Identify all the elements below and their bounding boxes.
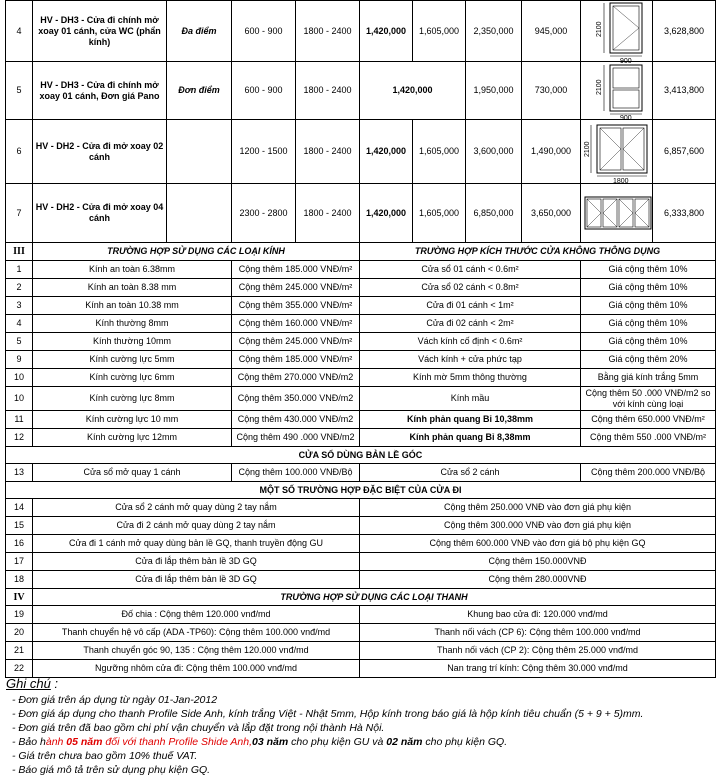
row-number: 4 [6,315,33,333]
lock-type [167,184,232,243]
row-number: 4 [6,1,33,62]
size-case: Cửa sổ 01 cánh < 0.6m² [360,261,581,279]
profile-item: Thanh chuyển hệ vô cấp (ADA -TP60): Cộng thêm 100.000 vnđ/md [33,624,360,642]
table-row [6,261,716,279]
note-text: cho phụ kiện GQ. [422,736,508,748]
size-case: Cửa đi 02 cánh < 2m² [360,315,581,333]
row-number: 10 [6,387,33,411]
glass-type: Kính thường 8mm [33,315,232,333]
table-row [6,624,716,642]
profile-item: Ngưỡng nhôm cửa đi: Cộng thêm 100.000 vnđ/md [33,660,360,678]
size-price: Giá cộng thêm 10% [581,297,716,315]
width-range: 2300 - 2800 [232,184,296,243]
section-title-hinge: CỬA SỔ DÙNG BẢN LỀ GÓC [6,447,716,464]
note-line-warranty [6,735,716,749]
table-row [6,642,716,660]
lock-type [167,120,232,184]
glass-price: Cộng thêm 355.000 VNĐ/m² [232,297,360,315]
special-price: Cộng thêm 280.000VNĐ [360,571,716,589]
table-row [6,184,716,243]
row-number: 20 [6,624,33,642]
row-number: 2 [6,279,33,297]
note-line: - Báo giá mô tả trên sử dụng phụ kiện GQ. [12,764,211,776]
size-case: Kính phản quang Bỉ 8,38mm [360,429,581,447]
size-price: Bằng giá kính trắng 5mm [581,369,716,387]
table-row [6,315,716,333]
note-text: 05 năm [66,736,103,748]
row-number: 9 [6,351,33,369]
glass-type: Kính an toàn 10.38 mm [33,297,232,315]
row-number: 12 [6,429,33,447]
glass-price: Cộng thêm 350.000 VNĐ/m2 [232,387,360,411]
glass-type: Kính cường lực 12mm [33,429,232,447]
price-3: 1,950,000 [466,62,522,120]
special-price: Cộng thêm 300.000 VNĐ vào đơn giá phụ kiện [360,517,716,535]
row-number: 1 [6,261,33,279]
table-row [6,120,716,184]
note-line: - Đơn giá trên đã bao gồm chi phí vận chuyển và lắp đặt trong nội thành Hà Nội. [12,722,385,734]
width-range: 600 - 900 [232,62,296,120]
total-price: 6,333,800 [653,184,716,243]
profile-item: Thanh nối vách (CP 2): Cộng thêm 25.000 vnđ/md [360,642,716,660]
section-title-glass: TRƯỜNG HỢP SỬ DỤNG CÁC LOẠI KÍNH [33,243,360,261]
row-number: 14 [6,499,33,517]
note-text: - Bảo h [12,736,46,748]
section-header [6,447,716,464]
product-name: HV - DH2 - Cửa đi mở xoay 02 cánh [33,120,167,184]
note-text: 02 năm [386,736,423,748]
note-line: - Đơn giá trên áp dụng từ ngày 01-Jan-2012 [12,694,218,706]
door-drawing [581,184,653,243]
table-row [6,571,716,589]
note-text: ành [45,736,67,748]
total-price: 6,857,600 [653,120,716,184]
table-row [6,387,716,411]
special-item: Cửa sổ 2 cánh mở quay dùng 2 tay nắm [33,499,360,517]
price-1: 1,420,000 [360,184,413,243]
price-4: 945,000 [522,1,581,62]
note-text: đối với thanh Profile Shide Anh, [102,736,253,748]
special-item: Cửa đi lắp thêm bản lề 3D GQ [33,553,360,571]
door-drawing [581,62,653,120]
row-number: 7 [6,184,33,243]
section-header [6,589,716,606]
price-2: 1,605,000 [413,184,466,243]
profile-item: Đố chia : Cộng thêm 120.000 vnđ/md [33,606,360,624]
height-range: 1800 - 2400 [296,120,360,184]
width-range: 1200 - 1500 [232,120,296,184]
row-number: 13 [6,464,33,482]
profile-item: Khung bao cửa đi: 120.000 vnđ/md [360,606,716,624]
product-name: HV - DH3 - Cửa đi chính mở xoay 01 cánh, cửa WC (phẩn kính) [33,1,167,62]
table-row [6,279,716,297]
glass-type: Kính an toàn 8.38 mm [33,279,232,297]
door-drawing [581,1,653,65]
price-4: 1,490,000 [522,120,581,184]
hinge-price: Cộng thêm 100.000 VNĐ/Bộ [232,464,360,482]
total-price: 3,413,800 [653,62,716,120]
special-item: Cửa đi lắp thêm bản lề 3D GQ [33,571,360,589]
glass-type: Kính cường lực 6mm [33,369,232,387]
size-price: Giá cộng thêm 10% [581,279,716,297]
size-price: Giá cộng thêm 10% [581,333,716,351]
size-price: Cộng thêm 650.000 VNĐ/m² [581,411,716,429]
size-price: Cộng thêm 50 .000 VNĐ/m2 so với kính cùng loại [581,387,716,411]
row-number: 6 [6,120,33,184]
size-case: Cửa sổ 02 cánh < 0.8m² [360,279,581,297]
section-title-special: MỘT SỐ TRƯỜNG HỢP ĐẶC BIỆT CỦA CỬA ĐI [6,482,716,499]
width-range: 600 - 900 [232,1,296,62]
price-3: 3,600,000 [466,120,522,184]
table-row [6,606,716,624]
glass-price: Cộng thêm 185.000 VNĐ/m² [232,261,360,279]
row-number: 15 [6,517,33,535]
table-row [6,464,716,482]
single-door-diagram [584,63,650,122]
price-3: 6,850,000 [466,184,522,243]
section-header [6,243,716,261]
special-item: Cửa đi 1 cánh mở quay dùng bản lề GQ, thanh truyền động GU [33,535,360,553]
hinge-price: Cộng thêm 200.000 VNĐ/Bộ [581,464,716,482]
notes-title: Ghi chú [6,676,51,691]
hinge-item: Cửa sổ mở quay 1 cánh [33,464,232,482]
size-case: Vách kính cố định < 0.6m² [360,333,581,351]
glass-type: Kính cường lực 8mm [33,387,232,411]
row-number: 19 [6,606,33,624]
double-door-diagram [583,121,651,183]
glass-price: Cộng thêm 430.000 VNĐ/m2 [232,411,360,429]
section-header [6,482,716,499]
row-number: 10 [6,369,33,387]
profile-item: Thanh nối vách (CP 6): Cộng thêm 100.000 vnđ/md [360,624,716,642]
glass-price: Cộng thêm 245.000 VNĐ/m² [232,279,360,297]
table-row [6,62,716,120]
door-drawing [581,120,653,184]
price-2: 1,605,000 [413,120,466,184]
glass-price: Cộng thêm 160.000 VNĐ/m² [232,315,360,333]
hinge-item: Cửa sổ 2 cánh [360,464,581,482]
section-roman: III [6,243,33,261]
svg-text:1800: 1800 [613,177,629,185]
svg-text:2100: 2100 [584,140,591,157]
price-4: 730,000 [522,62,581,120]
row-number: 3 [6,297,33,315]
size-case: Cửa đi 01 cánh < 1m² [360,297,581,315]
price-4: 3,650,000 [522,184,581,243]
height-range: 1800 - 2400 [296,62,360,120]
glass-type: Kính cường lực 5mm [33,351,232,369]
size-price: Giá cộng thêm 10% [581,315,716,333]
row-number: 5 [6,62,33,120]
table-row [6,429,716,447]
size-price: Cộng thêm 550 .000 VNĐ/m² [581,429,716,447]
price-1: 1,420,000 [360,1,413,62]
four-panel-door-diagram [583,193,653,233]
price-1: 1,420,000 [360,120,413,184]
svg-text:2100: 2100 [595,21,603,37]
table-row [6,553,716,571]
height-range: 1800 - 2400 [296,1,360,62]
table-row [6,333,716,351]
glass-type: Kính cường lực 10 mm [33,411,232,429]
special-price: Cộng thêm 250.000 VNĐ vào đơn giá phụ kiện [360,499,716,517]
total-price: 3,628,800 [653,1,716,62]
glass-price: Cộng thêm 270.000 VNĐ/m2 [232,369,360,387]
row-number: 5 [6,333,33,351]
price-1-2: 1,420,000 [360,62,466,120]
size-case: Kính mầu [360,387,581,411]
special-price: Cộng thêm 600.000 VNĐ vào đơn giá bộ phụ kiện GQ [360,535,716,553]
row-number: 16 [6,535,33,553]
table-row [6,411,716,429]
height-range: 1800 - 2400 [296,184,360,243]
section-title-size: TRƯỜNG HỢP KÍCH THƯỚC CỬA KHÔNG THÔNG DỤNG [360,243,716,261]
section-title-profiles: TRƯỜNG HỢP SỬ DỤNG CÁC LOẠI THANH [33,589,716,606]
note-text: 03 năm [252,736,289,748]
note-line: - Giá trên chưa bao gồm 10% thuế VAT. [12,750,198,762]
table-row [6,351,716,369]
profile-item: Nan trang trí kính: Cộng thêm 30.000 vnđ/md [360,660,716,678]
size-price: Giá cộng thêm 20% [581,351,716,369]
price-2: 1,605,000 [413,1,466,62]
lock-type: Đa điểm [167,1,232,62]
glass-price: Cộng thêm 185.000 VNĐ/m² [232,351,360,369]
svg-text:900: 900 [619,58,632,65]
single-door-diagram [584,1,650,65]
table-row [6,297,716,315]
svg-text:2100: 2100 [595,78,603,95]
note-line: - Đơn giá áp dụng cho thanh Profile Side Anh, kính trắng Việt - Nhật 5mm, Hộp kính trong báo giá là hộp kính tiêu chuẩn (5 + 9 + 5)mm. [12,708,644,720]
product-name: HV - DH2 - Cửa đi mở xoay 04 cánh [33,184,167,243]
special-price: Cộng thêm 150.000VNĐ [360,553,716,571]
price-table [5,0,716,678]
row-number: 11 [6,411,33,429]
notes-heading [6,675,716,693]
table-row [6,535,716,553]
svg-text:900: 900 [619,114,632,122]
size-case: Vách kính + cửa phức tạp [360,351,581,369]
table-row [6,499,716,517]
size-price: Giá cộng thêm 10% [581,261,716,279]
glass-type: Kính thường 10mm [33,333,232,351]
glass-type: Kính an toàn 6.38mm [33,261,232,279]
note-text: cho phụ kiện GU và [288,736,387,748]
row-number: 21 [6,642,33,660]
table-row [6,1,716,62]
table-row [6,369,716,387]
notes-section [6,675,716,777]
table-row [6,517,716,535]
special-item: Cửa đi 2 cánh mở quay dùng 2 tay nắm [33,517,360,535]
row-number: 22 [6,660,33,678]
notes-colon: : [50,676,59,691]
glass-price: Cộng thêm 490 .000 VNĐ/m2 [232,429,360,447]
row-number: 17 [6,553,33,571]
size-case: Kính phản quang Bỉ 10,38mm [360,411,581,429]
lock-type: Đơn điểm [167,62,232,120]
price-3: 2,350,000 [466,1,522,62]
size-case: Kính mờ 5mm thông thường [360,369,581,387]
glass-price: Cộng thêm 245.000 VNĐ/m² [232,333,360,351]
section-roman: IV [6,589,33,606]
row-number: 18 [6,571,33,589]
product-name: HV - DH3 - Cửa đi chính mở xoay 01 cánh, Đơn giá Pano [33,62,167,120]
profile-item: Thanh chuyển góc 90, 135 : Cộng thêm 120.000 vnđ/md [33,642,360,660]
